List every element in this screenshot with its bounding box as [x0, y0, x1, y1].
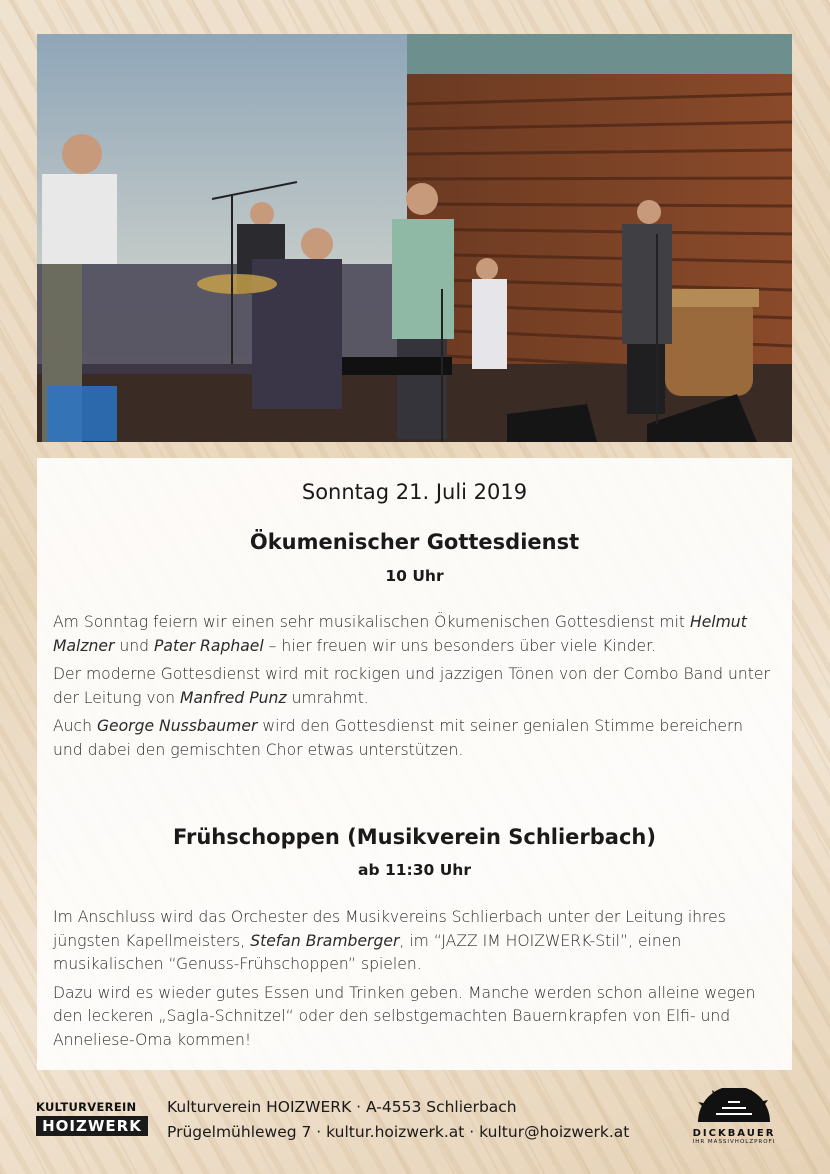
concert-photo	[37, 34, 792, 442]
kulturverein-logo: KULTURVEREIN HOIZWERK	[36, 1100, 148, 1136]
service-paragraph-1: Am Sonntag feiern wir einen sehr musikalischen Ökumenischen Gottesdienst mit Helmut Malzner und Pater Raphael – hier freuen wir uns besonders über viele Kinder.	[53, 613, 747, 655]
fruehschoppen-title: Frühschoppen (Musikverein Schlierbach)	[173, 825, 656, 849]
person-name: Stefan Bramberger	[250, 931, 400, 950]
fruehschoppen-time: ab 11:30 Uhr	[358, 861, 471, 879]
person-name: Helmut Malzner	[53, 613, 747, 655]
service-paragraph-3: Auch George Nussbaumer wird den Gottesdienst mit seiner genialen Stimme bereichern und dabei den gemischten Chor etwas unterstützen.	[53, 717, 744, 759]
person-name: Manfred Punz	[180, 688, 287, 707]
dickbauer-logo: DICKBAUER IHR MASSIVHOLZPROFI	[682, 1088, 786, 1145]
footer	[0, 1078, 830, 1174]
service-description	[53, 611, 777, 767]
saw-blade-icon	[694, 1088, 774, 1122]
event-panel	[37, 458, 792, 1070]
service-time: 10 Uhr	[385, 567, 444, 585]
fruehschoppen-description	[53, 906, 777, 1057]
person-name: George Nussbaumer	[96, 717, 258, 735]
address-line-2: Prügelmühleweg 7 · kultur.hoizwerk.at · kultur@hoizwerk.at	[167, 1123, 630, 1141]
fruehschoppen-paragraph-2: Dazu wird es wieder gutes Essen und Trinken geben. Manche werden schon alleine wegen den leckeren „Sagla-Schnitzel“ oder den selbstgemachten Bauernkrapfen von Elfi- und Anneliese-Oma kommen!	[53, 983, 756, 1049]
address-line-1: Kulturverein HOIZWERK · A-4553 Schlierbach	[167, 1098, 517, 1116]
service-paragraph-2: Der moderne Gottesdienst wird mit rockigen und jazzigen Tönen von der Combo Band unter der Leitung von Manfred Punz umrahmt.	[53, 665, 770, 707]
event-date: Sonntag 21. Juli 2019	[301, 480, 528, 504]
service-title: Ökumenischer Gottesdienst	[249, 530, 580, 554]
person-name: Pater Raphael	[154, 636, 264, 655]
fruehschoppen-paragraph-1: Im Anschluss wird das Orchester des Musikvereins Schlierbach unter der Leitung ihres jüngsten Kapellmeisters, Stefan Bramberger, im “JAZZ IM HOIZWERK-Stil”, einen musikalischen “Genuss-Frühschoppen” spielen.	[53, 908, 726, 973]
